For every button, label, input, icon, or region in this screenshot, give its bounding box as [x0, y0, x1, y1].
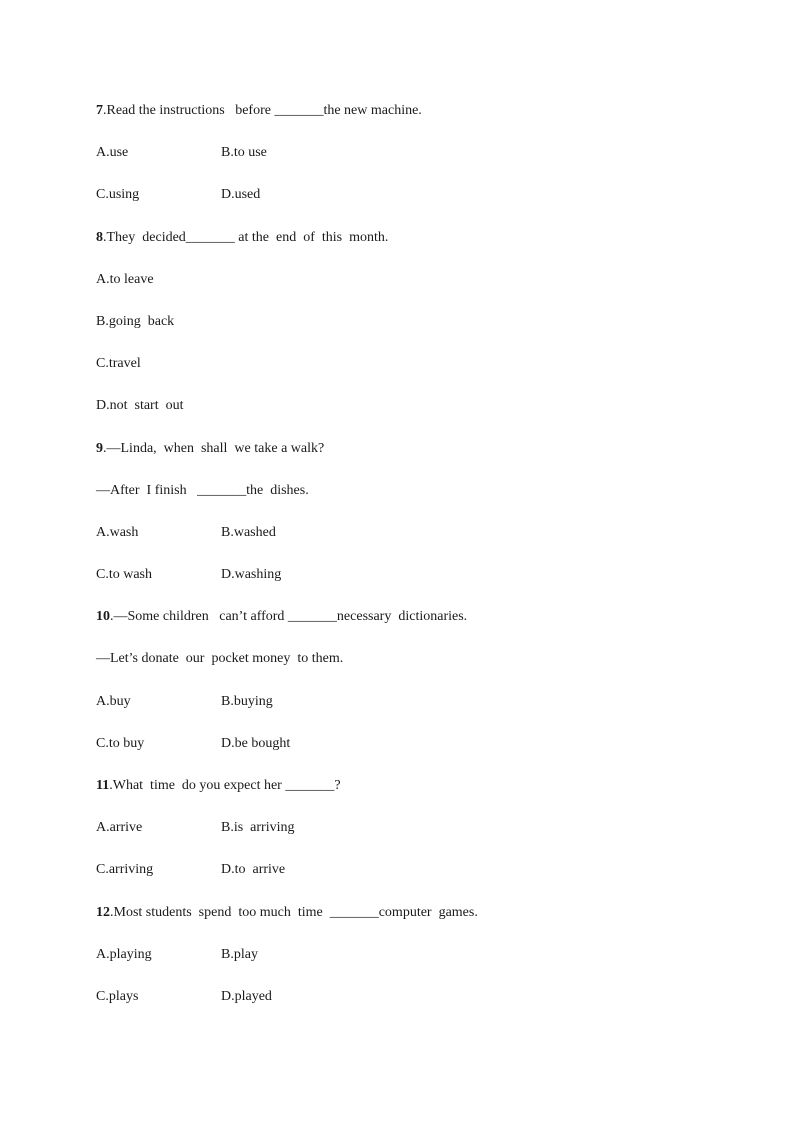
stem-text: .—Linda, when shall we take a walk? — [103, 440, 325, 456]
option-c: C.travel — [96, 356, 141, 372]
option-c: C.plays — [96, 988, 139, 1004]
option-d: D.be bought — [221, 735, 291, 751]
option-d: D.to arrive — [221, 862, 286, 878]
option-row — [96, 944, 736, 986]
option-row — [96, 564, 736, 606]
option-a: A.use — [96, 145, 129, 161]
dialogue-line: —Let’s donate our pocket money to them. — [96, 651, 344, 667]
question-number: 10 — [96, 609, 110, 625]
option-a: A.buy — [96, 693, 131, 709]
question-12 — [96, 902, 736, 1029]
option-a: A.arrive — [96, 820, 143, 836]
question-stem — [96, 902, 736, 944]
question-10 — [96, 606, 736, 775]
question-7 — [96, 100, 736, 227]
option-a: A.to leave — [96, 271, 154, 287]
question-8 — [96, 227, 736, 438]
question-stem — [96, 606, 736, 648]
option-row — [96, 184, 736, 226]
question-number: 11 — [96, 778, 110, 793]
question-stem — [96, 438, 736, 480]
option-d: D.used — [221, 187, 261, 203]
question-number: 9 — [96, 440, 103, 456]
stem-text: .Most students spend too much time _______computer games. — [110, 904, 478, 920]
stem-text: .—Some children can’t afford _______necessary dictionaries. — [110, 609, 468, 625]
stem-text: .Read the instructions before _______the new machine. — [103, 103, 422, 118]
option-row — [96, 522, 736, 564]
question-stem — [96, 100, 736, 142]
option-a: A.playing — [96, 946, 152, 962]
option-c: C.to buy — [96, 735, 145, 751]
option-row — [96, 691, 736, 733]
option-row — [96, 986, 736, 1028]
question-number: 12 — [96, 904, 110, 920]
option-b: B.buying — [221, 693, 273, 709]
question-stem — [96, 775, 736, 817]
option-d: D.not start out — [96, 398, 184, 414]
option-row — [96, 817, 736, 859]
stem-text: .They decided_______ at the end of this month. — [103, 229, 389, 245]
question-number: 7 — [96, 103, 103, 118]
option-b: B.to use — [221, 145, 267, 161]
option-b: B.washed — [221, 524, 276, 540]
question-9 — [96, 438, 736, 607]
option-a: A.wash — [96, 524, 139, 540]
option-row — [96, 859, 736, 901]
dialogue-line: —After I finish _______the dishes. — [96, 482, 309, 498]
option-d: D.played — [221, 988, 272, 1004]
option-row — [96, 142, 736, 184]
option-b: B.going back — [96, 313, 175, 329]
question-number: 8 — [96, 229, 103, 245]
worksheet — [96, 100, 736, 1028]
question-stem — [96, 227, 736, 269]
option-d: D.washing — [221, 567, 282, 583]
option-c: C.arriving — [96, 862, 154, 878]
option-c: C.to wash — [96, 567, 152, 583]
stem-text: .What time do you expect her _______? — [109, 778, 341, 793]
option-b: B.play — [221, 946, 258, 962]
question-11 — [96, 775, 736, 902]
option-row — [96, 733, 736, 775]
option-c: C.using — [96, 187, 140, 203]
option-b: B.is arriving — [221, 820, 295, 836]
